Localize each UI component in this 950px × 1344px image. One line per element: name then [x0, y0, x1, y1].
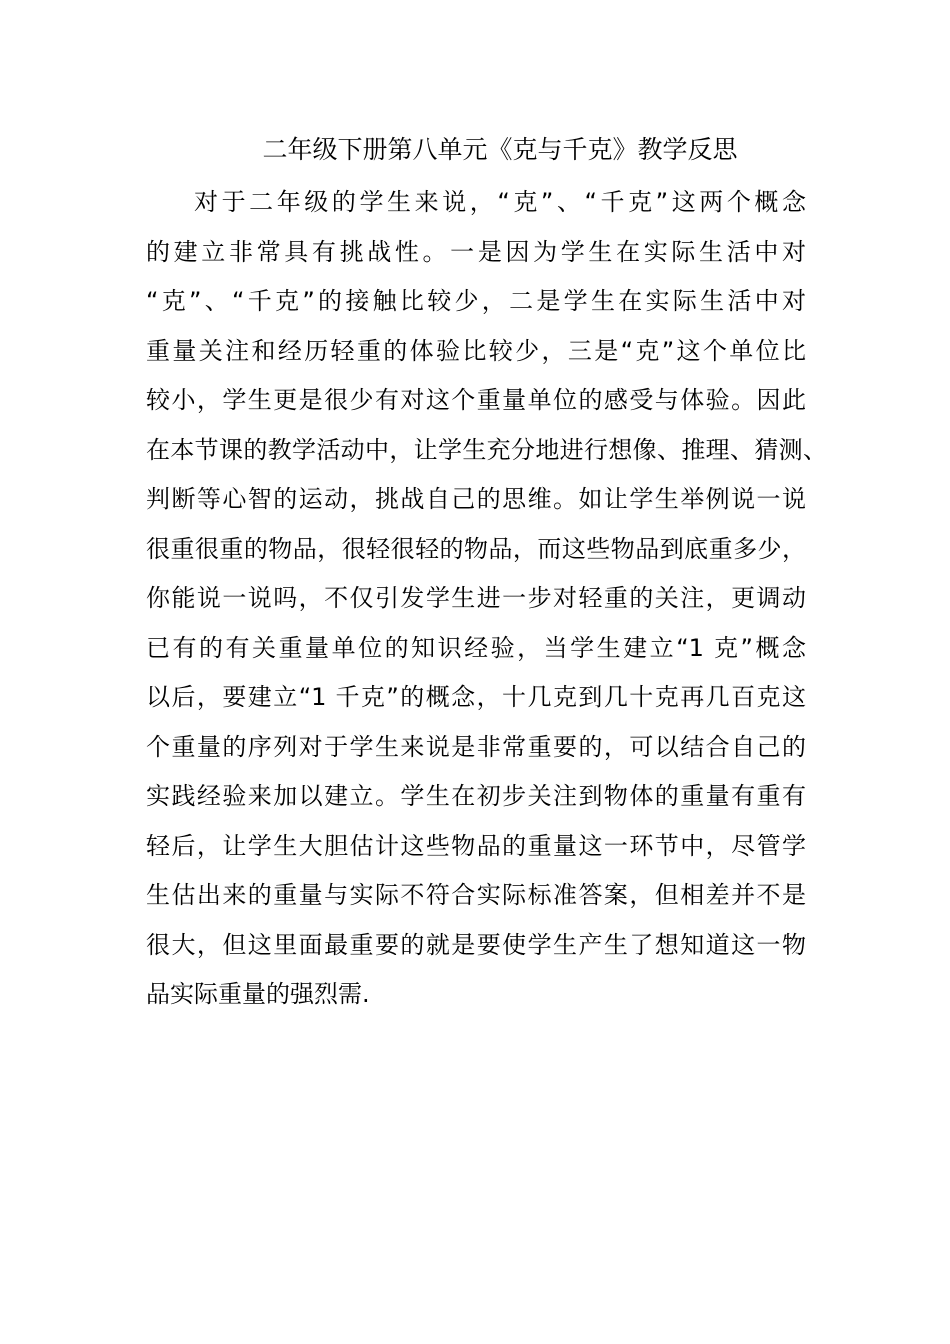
document-body	[146, 178, 846, 1020]
paragraph-line: 在本节课的教学活动中，让学生充分地进行想像、推理、猜测、	[146, 435, 826, 464]
paragraph-line: 以后，要建立“1 千克”的概念，十几克到几十克再几百克这	[146, 683, 806, 711]
document-title: 二年级下册第八单元《克与千克》教学反思	[262, 135, 738, 164]
paragraph-line: 很大，但这里面最重要的就是要使学生产生了想知道这一物	[146, 930, 806, 959]
paragraph-line: 品实际重量的强烈需.	[146, 980, 370, 1008]
paragraph-line: 已有的有关重量单位的知识经验，当学生建立“1 克”概念	[146, 633, 806, 662]
paragraph-line: 较小，学生更是很少有对这个重量单位的感受与体验。因此	[146, 386, 806, 414]
paragraph-line: 对于二年级的学生来说，“克”、“千克”这两个概念	[194, 188, 806, 216]
paragraph-line: 判断等心智的运动，挑战自己的思维。如让学生举例说一说	[146, 485, 806, 513]
paragraph-line: 个重量的序列对于学生来说是非常重要的，可以结合自己的	[146, 732, 806, 761]
paragraph-line: 生估出来的重量与实际不符合实际标准答案，但相差并不是	[146, 881, 806, 909]
paragraph-line: 的建立非常具有挑战性。一是因为学生在实际生活中对	[146, 237, 806, 266]
paragraph-line: 很重很重的物品，很轻很轻的物品，而这些物品到底重多少，	[146, 534, 806, 563]
paragraph-line: 你能说一说吗，不仅引发学生进一步对轻重的关注，更调动	[146, 584, 806, 612]
paragraph-line: 重量关注和经历轻重的体验比较少，三是“克”这个单位比	[146, 336, 806, 365]
paragraph-line: “克”、“千克”的接触比较少，二是学生在实际生活中对	[146, 287, 806, 315]
paragraph-line: 轻后，让学生大胆估计这些物品的重量这一环节中，尽管学	[146, 831, 806, 860]
paragraph-line: 实践经验来加以建立。学生在初步关注到物体的重量有重有	[146, 782, 806, 810]
